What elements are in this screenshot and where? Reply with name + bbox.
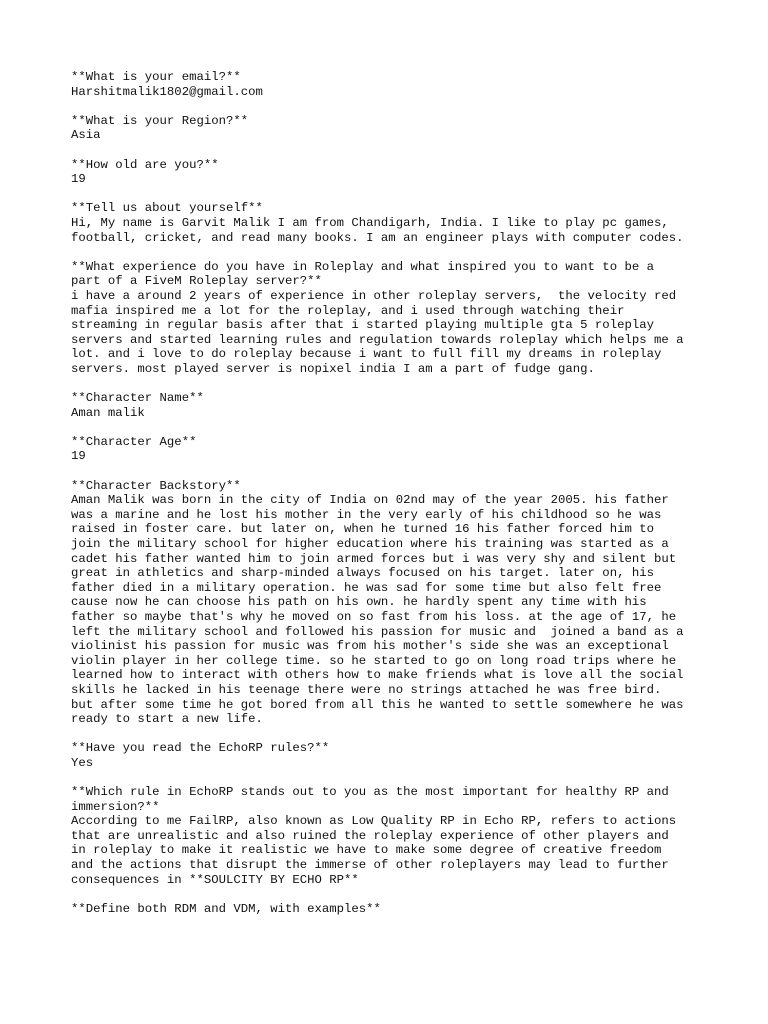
answer-line: cause now he can choose his path on his own. he hardly spent any time with his — [71, 595, 647, 610]
answer-line: father died in a military operation. he was sad for some time but also felt free — [71, 580, 662, 595]
question-line: immersion?** — [71, 799, 160, 814]
answer-line: Aman Malik was born in the city of India on 02nd may of the year 2005. his father — [71, 493, 669, 508]
question-line: **Character Name** — [71, 391, 204, 406]
answer-line: father so maybe that's why he moved on so fast from his loss. at the age of 17, he — [71, 609, 677, 624]
question-line: **Character Age** — [71, 434, 197, 449]
answer-line: but after some time he got bored from all this he wanted to settle somewhere he was — [71, 697, 684, 712]
qa-about-yourself — [71, 201, 731, 245]
answer-line: servers and started learning rules and regulation towards roleplay which helps me a — [71, 332, 684, 347]
qa-roleplay-experience — [71, 260, 731, 377]
question-line: **What experience do you have in Roleplay and what inspired you to want to be a — [71, 259, 654, 274]
answer-line: and the actions that disrupt the immerse of other roleplayers may lead to further — [71, 858, 669, 873]
answer-line: skills he lacked in his teenage there were no strings attached he was free bird. — [71, 682, 662, 697]
question-line: **How old are you?** — [71, 157, 219, 172]
answer-line: Aman malik — [71, 405, 145, 420]
question-line: **What is your Region?** — [71, 113, 249, 128]
qa-character-age — [71, 435, 731, 464]
question-line: **Character Backstory** — [71, 478, 241, 493]
answer-line: i have a around 2 years of experience in other roleplay servers, the velocity red — [71, 288, 677, 303]
qa-age — [71, 158, 731, 187]
question-line: part of a FiveM Roleplay server?** — [71, 274, 322, 289]
qa-important-rule — [71, 785, 731, 887]
answer-line: football, cricket, and read many books. I am an engineer plays with computer codes. — [71, 230, 684, 245]
answer-line: violin player in her college time. so he started to go on long road trips where he — [71, 653, 677, 668]
answer-line: 19 — [71, 449, 86, 464]
qa-region — [71, 114, 731, 143]
answer-line: cadet his father wanted him to join armed forces but i was very shy and silent but — [71, 551, 677, 566]
answer-line: 19 — [71, 172, 86, 187]
answer-line: Asia — [71, 128, 101, 143]
question-line: **What is your email?** — [71, 70, 241, 84]
answer-line: lot. and i love to do roleplay because i want to full fill my dreams in roleplay — [71, 347, 662, 362]
answer-line: Yes — [71, 755, 94, 770]
answer-line: streaming in regular basis after that i started playing multiple gta 5 roleplay — [71, 318, 654, 333]
answer-line: ready to start a new life. — [71, 712, 263, 727]
answer-line: servers. most played server is nopixel india I am a part of fudge gang. — [71, 361, 595, 376]
answer-line: consequences in **SOULCITY BY ECHO RP** — [71, 872, 359, 887]
answer-line: Hi, My name is Garvit Malik I am from Chandigarh, India. I like to play pc games, — [71, 215, 669, 230]
answer-line: Harshitmalik1802@gmail.com — [71, 84, 263, 99]
answer-line: that are unrealistic and also ruined the roleplay experience of other players and — [71, 828, 669, 843]
answer-line: join the military school for higher education where his training was started as a — [71, 537, 669, 551]
answer-line: great in athletics and sharp-minded always focused on his target. later on, his — [71, 566, 654, 581]
qa-character-name — [71, 391, 731, 420]
answer-line: was a marine and he lost his mother in the very early of his childhood so he was — [71, 507, 662, 522]
qa-rdm-vdm — [71, 902, 731, 917]
document-page — [71, 70, 731, 931]
answer-line: left the military school and followed his passion for music and joined a band as a — [71, 624, 684, 639]
answer-line: in roleplay to make it realistic we have to make some degree of creative freedom — [71, 843, 662, 858]
answer-line: violinist his passion for music was from his mother's side she was an exceptional — [71, 639, 669, 654]
answer-line: mafia inspired me a lot for the roleplay, and i used through watching their — [71, 303, 625, 318]
answer-line: learned how to interact with others how to make friends what is love all the social — [71, 668, 684, 683]
qa-read-rules — [71, 741, 731, 770]
question-line: **Have you read the EchoRP rules?** — [71, 741, 330, 756]
question-line: **Define both RDM and VDM, with examples** — [71, 901, 381, 916]
qa-email — [71, 70, 731, 99]
question-line: **Which rule in EchoRP stands out to you as the most important for healthy RP and — [71, 785, 669, 800]
answer-line: raised in foster care. but later on, when he turned 16 his father forced him to — [71, 522, 654, 537]
qa-character-backstory — [71, 479, 731, 727]
question-line: **Tell us about yourself** — [71, 201, 263, 216]
answer-line: According to me FailRP, also known as Low Quality RP in Echo RP, refers to actions — [71, 814, 677, 829]
